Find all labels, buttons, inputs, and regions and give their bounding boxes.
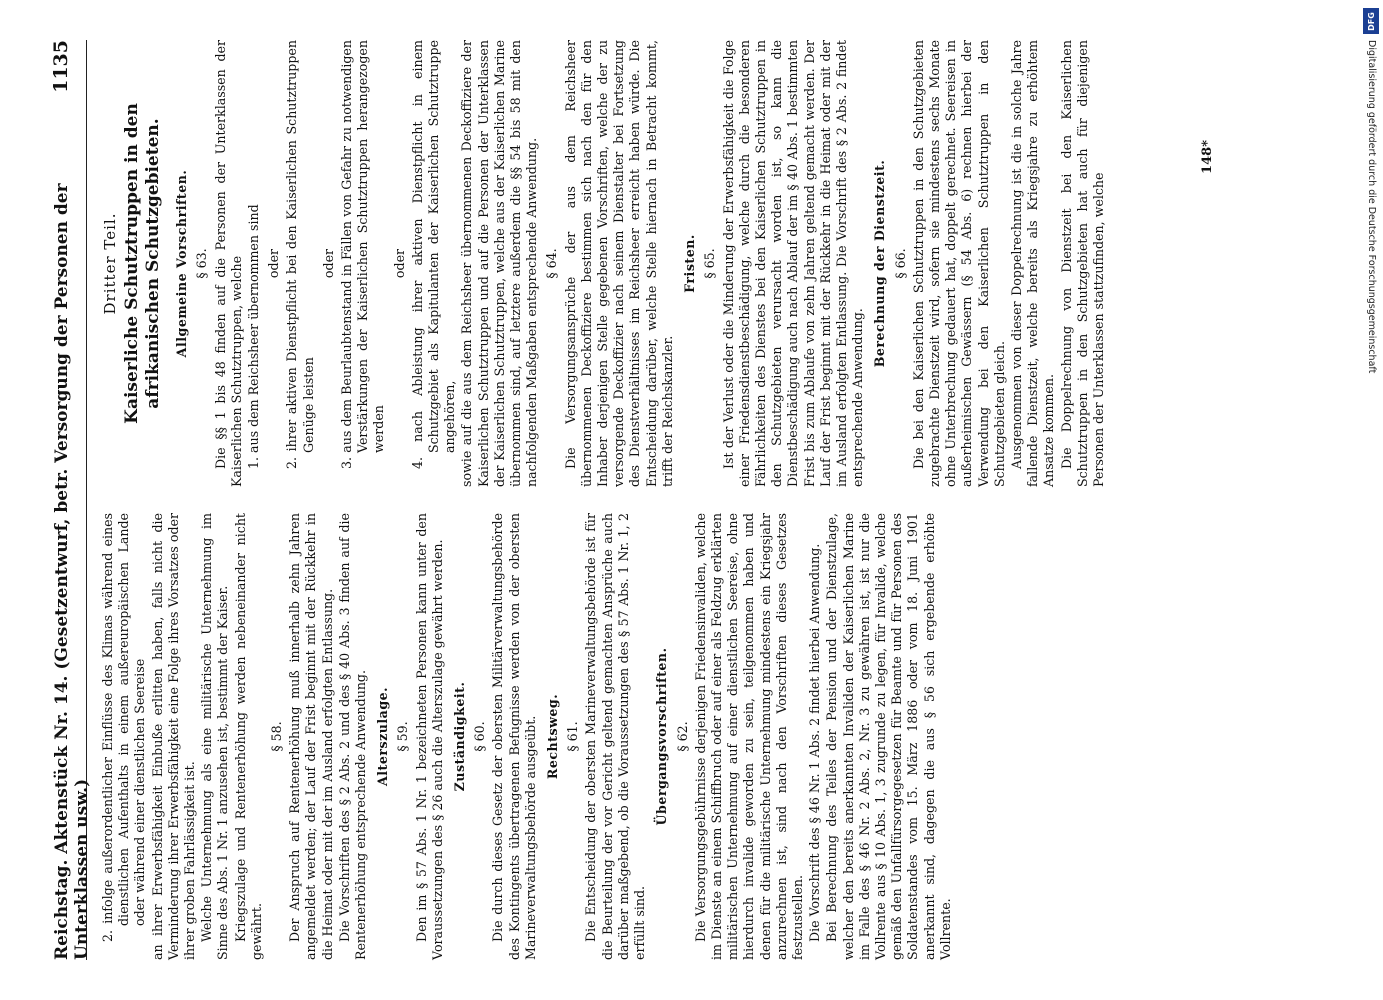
section-heading: Übergangsvorschriften. xyxy=(654,647,670,826)
section-number: § 58. xyxy=(269,721,285,752)
digitization-sidebar xyxy=(1357,0,1383,1000)
paragraph: Bei Berechnung des Teiles der Pension und der Dienstzulage, welcher den bereits anerkannten Invaliden der Kaiserlichen Marine im Falle des § 46 Nr. 2 Abs. 2, Nr. 3 zu gewähren ist, ist nur die Vollrente aus § 10 Abs. 1, 3 zugrunde zu legen, für Invalide, welche gemäß den Unfallfürsorgegesetzen für Beamte und für Personen des Soldatenstandes vom 15. März 1886 oder vom 18. Juni 1901 anerkannt sind, dagegen die aus § 56 sich ergebende erhöhte Vollrente. xyxy=(824,513,953,960)
list-item: 4. nach Ableistung ihrer aktiven Dienstpflicht in einem Schutzgebiet als Kapitulanten der Kaiserlichen Schutztruppe angehören, xyxy=(409,40,458,469)
section-number: § 63. xyxy=(194,248,210,279)
dfg-logo: DFG xyxy=(1363,8,1379,34)
right-column xyxy=(100,40,1320,487)
section-number: § 61. xyxy=(565,721,581,752)
connector-text: oder xyxy=(266,248,282,279)
text-columns xyxy=(100,40,1320,960)
connector-text: oder xyxy=(391,248,407,279)
connector-text: oder xyxy=(320,248,336,279)
paragraph: Den im § 57 Abs. 1 Nr. 1 bezeichneten Personen kann unter den Voraussetzungen des § 26 auch die Alterszulage gewährt werden. xyxy=(413,513,445,960)
section-heading: Rechtsweg. xyxy=(545,693,561,780)
page-number: 1135 xyxy=(50,40,72,93)
paragraph: Die Versorgungsansprüche der aus dem Reichsheer übernommenen Deckoffiziere bestimmen sich nach den für den Inhaber derjenigen Stelle gegebenen Vorschriften, welche der zu versorgende Deckoffizier nach seinem Dienstalter bei Fortsetzung des Dienstverhältnisses im Reichsheer erreicht haben würde. Die Entscheidung darüber, welche Stelle hiernach in Betracht kommt, trifft der Reichskanzler. xyxy=(562,40,675,487)
left-column xyxy=(100,513,1320,960)
part-title: Kaiserliche Schutztruppen in den afrikanischen Schutzgebieten. xyxy=(122,103,164,424)
paragraph: Die §§ 1 bis 48 finden auf die Personen der Unterklassen der Kaiserlichen Schutztruppen, welche xyxy=(212,40,244,487)
part-heading: Dritter Teil. xyxy=(101,212,119,315)
section-heading: Berechnung der Dienstzeit. xyxy=(872,159,888,368)
signature-mark: 148* xyxy=(1200,140,1215,174)
header-title: Reichstag. Aktenstück Nr. 14. (Gesetzentwurf, betr. Versorgung der Personen der Unterklassen usw.) xyxy=(52,183,92,960)
paragraph: Die Versorgungsgebührnisse derjenigen Friedensinvaliden, welche im Dienste an einem Schiffbruch oder auf einer als Feldzug erklärten militärischen Unternehmung auf einer dienstlichen Seereise, ohne hierdurch invalide geworden zu sein, teilgenommen haben und denen für die militärische Unternehmung mindestens ein Kriegsjahr anzurechnen ist, sind nach den Vorschriften dieses Gesetzes festzustellen. xyxy=(692,513,805,960)
funding-notice: Digitalisierung gefördert durch die Deutsche Forschungsgemeinschaft xyxy=(1366,40,1377,374)
paragraph: Der Anspruch auf Rentenerhöhung muß innerhalb zehn Jahren angemeldet werden; der Lauf der Frist beginnt mit der Rückkehr in die Heimat oder mit der im Ausland erfolgten Entlassung. xyxy=(287,513,335,960)
section-number: § 64. xyxy=(544,248,560,279)
section-heading: Alterszulage. xyxy=(375,686,391,787)
paragraph: Die Vorschriften des § 2 Abs. 2 und des § 40 Abs. 3 finden auf die Rentenerhöhung entsprechende Anwendung. xyxy=(336,513,369,960)
paragraph: Die Entscheidung der obersten Marineverwaltungsbehörde ist für die Beurteilung der vor Gericht geltend gemachten Ansprüche auch darüber maßgebend, ob die Voraussetzungen des § 57 Abs. 1 Nr. 1, 2 erfüllt sind. xyxy=(583,513,648,960)
list-item: 2. ihrer aktiven Dienstpflicht bei den Kaiserlichen Schutztruppen Genüge leisten xyxy=(284,40,316,469)
section-number: § 60. xyxy=(472,721,488,752)
running-header xyxy=(50,40,92,960)
paragraph: Die Vorschrift des § 46 Nr. 1 Abs. 2 findet hierbei Anwendung. xyxy=(807,543,823,942)
section-number: § 59. xyxy=(395,721,411,752)
list-item: 1. aus dem Reichsheer übernommen sind xyxy=(246,204,262,469)
section-number: § 65. xyxy=(702,248,718,279)
section-heading: Allgemeine Vorschriften. xyxy=(174,169,190,358)
section-number: § 66. xyxy=(892,248,908,279)
paragraph: Ist der Verlust oder die Minderung der Erwerbsfähigkeit die Folge einer Friedensdienstbeschädigung, welche durch die besonderen Fährlichkeiten des Dienstes bei den Kaiserlichen Schutztruppen in den Schutzgebieten verursacht worden ist, so kann die Dienstbeschädigung auch nach Ablauf der im § 40 Abs. 1 bestimmten Frist bis zum Ablaufe von zehn Jahren geltend gemacht werden. Der Lauf der Frist beginnt mit der Rückkehr in die Heimat oder mit der im Ausland erfolgten Entlassung. Die Vorschrift des § 2 Abs. 2 findet entsprechende Anwendung. xyxy=(720,40,866,487)
paragraph: an ihrer Erwerbsfähigkeit Einbuße erlitten haben, falls nicht die Verminderung ihrer Erwerbsfähigkeit eine Folge ihres Vorsatzes oder ihrer groben Fahrlässigkeit ist. xyxy=(149,513,198,960)
section-number: § 62. xyxy=(674,721,690,752)
paragraph: Die durch dieses Gesetz der obersten Militärverwaltungsbehörde des Kontingents übertragenen Befugnisse werden von der obersten Marineverwaltungsbehörde ausgeübt. xyxy=(490,513,538,960)
paragraph: sowie auf die aus dem Reichsheer übernommenen Deckoffiziere der Kaiserlichen Schutztruppen und auf die Personen der Unterklassen der Kaiserlichen Schutztruppen, welche aus der Kaiserlichen Marine übernommen sind, auf letztere außerdem die §§ 54 bis 58 mit den nachfolgenden Maßgaben entsprechende Anwendung. xyxy=(459,40,540,487)
paragraph: Welche Unternehmung als eine militärische Unternehmung im Sinne des Abs. 1 Nr. 1 anzusehen ist, bestimmt der Kaiser. xyxy=(199,513,231,960)
list-item: 3. aus dem Beurlaubtenstand in Fällen von Gefahr zu notwendigen Verstärkungen der Kaiserlichen Schutztruppen herangezogen werden xyxy=(339,40,387,469)
paragraph: Ausgenommen von dieser Doppelrechnung ist die in solche Jahre fallende Dienstzeit, welche bereits als Kriegsjahre zu erhöhtem Ansatze kommen. xyxy=(1008,40,1057,487)
paragraph: Die bei den Kaiserlichen Schutztruppen in den Schutzgebieten zugebrachte Dienstzeit wird, sofern sie mindestens sechs Monate ohne Unterbrechung gedauert hat, doppelt gerechnet. Seereisen in außerheimischen Gewässern (§ 54 Abs. 6) rechnen hierbei der Verwendung bei den Kaiserlichen Schutztruppen in den Schutzgebieten gleich. xyxy=(910,40,1007,487)
paragraph: Kriegszulage und Rentenerhöhung werden nebeneinander nicht gewährt. xyxy=(232,513,264,960)
list-item: 2. infolge außerordentlicher Einflüsse des Klimas während eines dienstlichen Aufenthalts in einem außereuropäischen Lande oder während einer dienstlichen Seereise xyxy=(100,513,148,942)
paragraph: Die Doppelrechnung von Dienstzeit bei den Kaiserlichen Schutztruppen in den Schutzgebieten hat auch für diejenigen Personen der Unterklassen stattzufinden, welche xyxy=(1058,40,1106,487)
section-heading: Zuständigkeit. xyxy=(452,681,468,792)
section-heading: Fristen. xyxy=(682,234,698,293)
